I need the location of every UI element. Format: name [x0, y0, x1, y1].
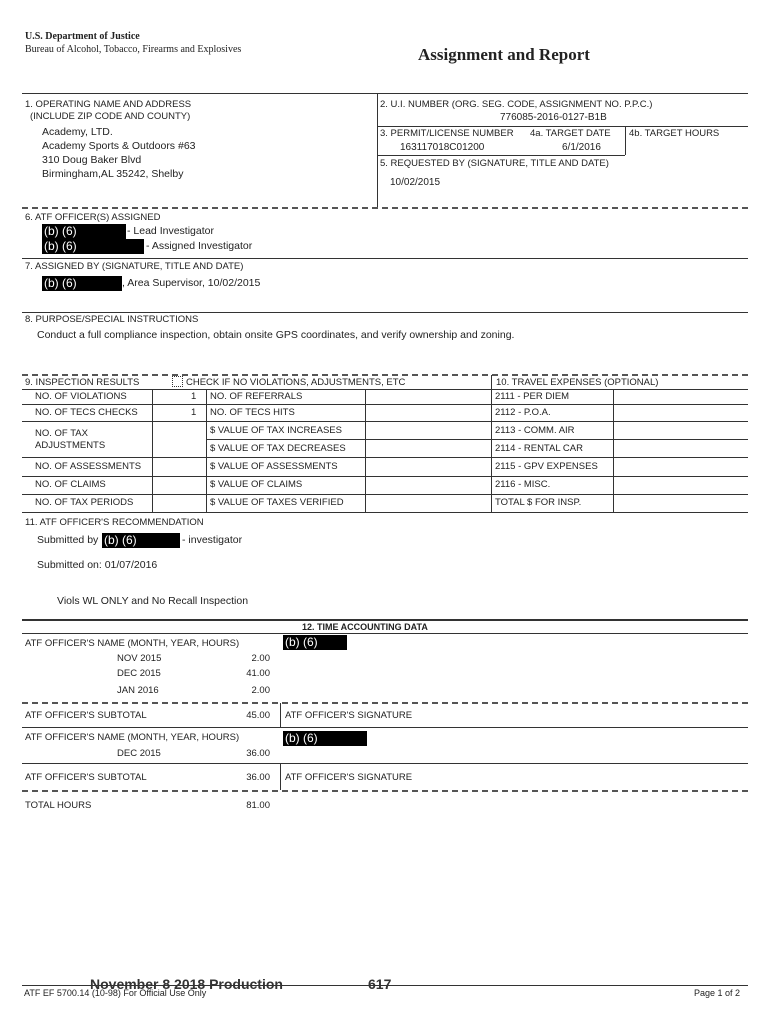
divider — [491, 375, 492, 512]
divider — [22, 404, 748, 405]
divider — [206, 439, 748, 440]
section6-label: 6. ATF OFFICER(S) ASSIGNED — [25, 212, 161, 223]
row-label: NO. OF TECS CHECKS — [35, 407, 138, 418]
divider — [22, 457, 748, 458]
section10-label: 10. TRAVEL EXPENSES (OPTIONAL) — [496, 377, 659, 388]
dept-name: U.S. Department of Justice — [25, 31, 140, 42]
row-value: 1 — [191, 407, 197, 418]
row-label: $ VALUE OF ASSESSMENTS — [210, 461, 338, 472]
divider — [377, 126, 748, 127]
target-date-value: 6/1/2016 — [562, 142, 601, 153]
divider — [280, 764, 281, 790]
address-line: Academy Sports & Outdoors #63 — [42, 140, 196, 152]
section7-label: 7. ASSIGNED BY (SIGNATURE, TITLE AND DATE) — [25, 261, 244, 272]
section9-label: 9. INSPECTION RESULTS — [25, 377, 140, 388]
divider — [22, 727, 748, 728]
total-hours-label: TOTAL HOURS — [25, 800, 92, 811]
row-label: NO. OF TECS HITS — [210, 407, 295, 418]
hours-value: 2.00 — [251, 685, 270, 696]
row-label: $ VALUE OF CLAIMS — [210, 479, 303, 490]
divider — [22, 494, 748, 495]
address-line: 310 Doug Baker Blvd — [42, 154, 142, 166]
month-label: JAN 2016 — [117, 685, 159, 696]
travel-label: 2111 - PER DIEM — [495, 391, 570, 402]
section1-label: 1. OPERATING NAME AND ADDRESS — [25, 99, 192, 110]
month-label: DEC 2015 — [117, 748, 161, 759]
divider — [22, 619, 748, 621]
travel-label: 2115 - GPV EXPENSES — [495, 461, 598, 472]
row-label: NO. OF TAX — [35, 428, 88, 439]
divider — [377, 155, 625, 156]
month-label: NOV 2015 — [117, 653, 162, 664]
divider — [22, 633, 748, 634]
hours-value: 36.00 — [246, 748, 270, 759]
subtotal-value: 36.00 — [246, 772, 270, 783]
address-line: Academy, LTD. — [42, 126, 113, 138]
target-hours-label: 4b. TARGET HOURS — [629, 128, 720, 139]
section1-sublabel: (INCLUDE ZIP CODE AND COUNTY) — [30, 111, 191, 122]
row-label: ADJUSTMENTS — [35, 440, 106, 451]
divider — [22, 93, 748, 94]
officer-name-label: ATF OFFICER'S NAME (MONTH, YEAR, HOURS) — [25, 638, 240, 649]
divider — [22, 763, 748, 764]
assigned-investigator-role: - Assigned Investigator — [146, 240, 253, 252]
divider — [22, 790, 748, 792]
travel-label: 2116 - MISC. — [495, 479, 551, 490]
submitted-by-role: - investigator — [182, 534, 243, 546]
divider — [625, 126, 626, 155]
target-date-label: 4a. TARGET DATE — [530, 128, 611, 139]
divider — [22, 258, 748, 259]
total-hours-value: 81.00 — [246, 800, 270, 811]
redaction-box: (b) (6) — [102, 533, 180, 548]
requested-date: 10/02/2015 — [390, 177, 441, 188]
subtotal-label: ATF OFFICER'S SUBTOTAL — [25, 710, 147, 721]
redaction-box: (b) (6) — [42, 239, 144, 254]
divider — [22, 702, 748, 704]
hours-value: 41.00 — [246, 668, 270, 679]
divider — [22, 207, 748, 209]
redaction-box: (b) (6) — [283, 635, 347, 650]
row-value: 1 — [191, 391, 197, 402]
requested-by-label: 5. REQUESTED BY (SIGNATURE, TITLE AND DATE) — [380, 158, 609, 169]
subtotal-value: 45.00 — [246, 710, 270, 721]
address-line: Birmingham,AL 35242, Shelby — [42, 168, 184, 180]
assigned-by-value: , Area Supervisor, 10/02/2015 — [122, 277, 261, 289]
section12-label: 12. TIME ACCOUNTING DATA — [302, 622, 428, 632]
divider — [377, 93, 378, 208]
signature-label: ATF OFFICER'S SIGNATURE — [285, 772, 413, 783]
purpose-text: Conduct a full compliance inspection, obtain onsite GPS coordinates, and verify ownership and zoning. — [37, 329, 515, 341]
ui-number-label: 2. U.I. NUMBER (ORG. SEG. CODE, ASSIGNMENT NO. P.P.C.) — [380, 99, 653, 110]
ui-number-value: 776085-2016-0127-B1B — [500, 112, 607, 123]
no-violations-label: CHECK IF NO VIOLATIONS, ADJUSTMENTS, ETC — [186, 377, 406, 388]
redaction-box: (b) (6) — [42, 224, 126, 239]
production-stamp: November 8 2018 Production — [90, 976, 283, 992]
travel-label: 2114 - RENTAL CAR — [495, 443, 583, 454]
recommendation-note: Viols WL ONLY and No Recall Inspection — [57, 595, 249, 607]
signature-label: ATF OFFICER'S SIGNATURE — [285, 710, 413, 721]
lead-investigator-role: - Lead Investigator — [127, 225, 214, 237]
section11-label: 11. ATF OFFICER'S RECOMMENDATION — [25, 517, 204, 528]
divider — [22, 476, 748, 477]
redaction-box: (b) (6) — [42, 276, 122, 291]
row-label: NO. OF VIOLATIONS — [35, 391, 127, 402]
redaction-box: (b) (6) — [283, 731, 367, 746]
section8-label: 8. PURPOSE/SPECIAL INSTRUCTIONS — [25, 314, 199, 325]
form-number: ATF EF 5700.14 (10-98) For Official Use Only — [24, 988, 207, 998]
permit-label: 3. PERMIT/LICENSE NUMBER — [380, 128, 514, 139]
travel-label: 2113 - COMM. AIR — [495, 425, 575, 436]
no-violations-checkbox[interactable] — [172, 376, 183, 387]
row-label: NO. OF ASSESSMENTS — [35, 461, 142, 472]
row-label: $ VALUE OF TAXES VERIFIED — [210, 497, 344, 508]
divider — [22, 421, 748, 422]
divider — [22, 374, 748, 376]
hours-value: 2.00 — [251, 653, 270, 664]
month-label: DEC 2015 — [117, 668, 161, 679]
submitted-by-label: Submitted by — [37, 534, 99, 546]
permit-value: 163117018C01200 — [400, 142, 485, 153]
divider — [22, 389, 748, 390]
row-label: NO. OF REFERRALS — [210, 391, 303, 402]
officer-name-label: ATF OFFICER'S NAME (MONTH, YEAR, HOURS) — [25, 732, 240, 743]
divider — [280, 703, 281, 727]
row-label: $ VALUE OF TAX INCREASES — [210, 425, 342, 436]
travel-label: TOTAL $ FOR INSP. — [495, 497, 582, 508]
submitted-on: Submitted on: 01/07/2016 — [37, 559, 158, 571]
page-title: Assignment and Report — [418, 45, 590, 64]
bureau-name: Bureau of Alcohol, Tobacco, Firearms and Explosives — [25, 44, 242, 55]
row-label: NO. OF TAX PERIODS — [35, 497, 134, 508]
divider — [22, 312, 748, 313]
travel-label: 2112 - P.O.A. — [495, 407, 551, 418]
divider — [22, 512, 748, 513]
row-label: $ VALUE OF TAX DECREASES — [210, 443, 346, 454]
page-number: Page 1 of 2 — [694, 988, 741, 998]
subtotal-label: ATF OFFICER'S SUBTOTAL — [25, 772, 147, 783]
bates-number: 617 — [368, 976, 392, 992]
row-label: NO. OF CLAIMS — [35, 479, 106, 490]
